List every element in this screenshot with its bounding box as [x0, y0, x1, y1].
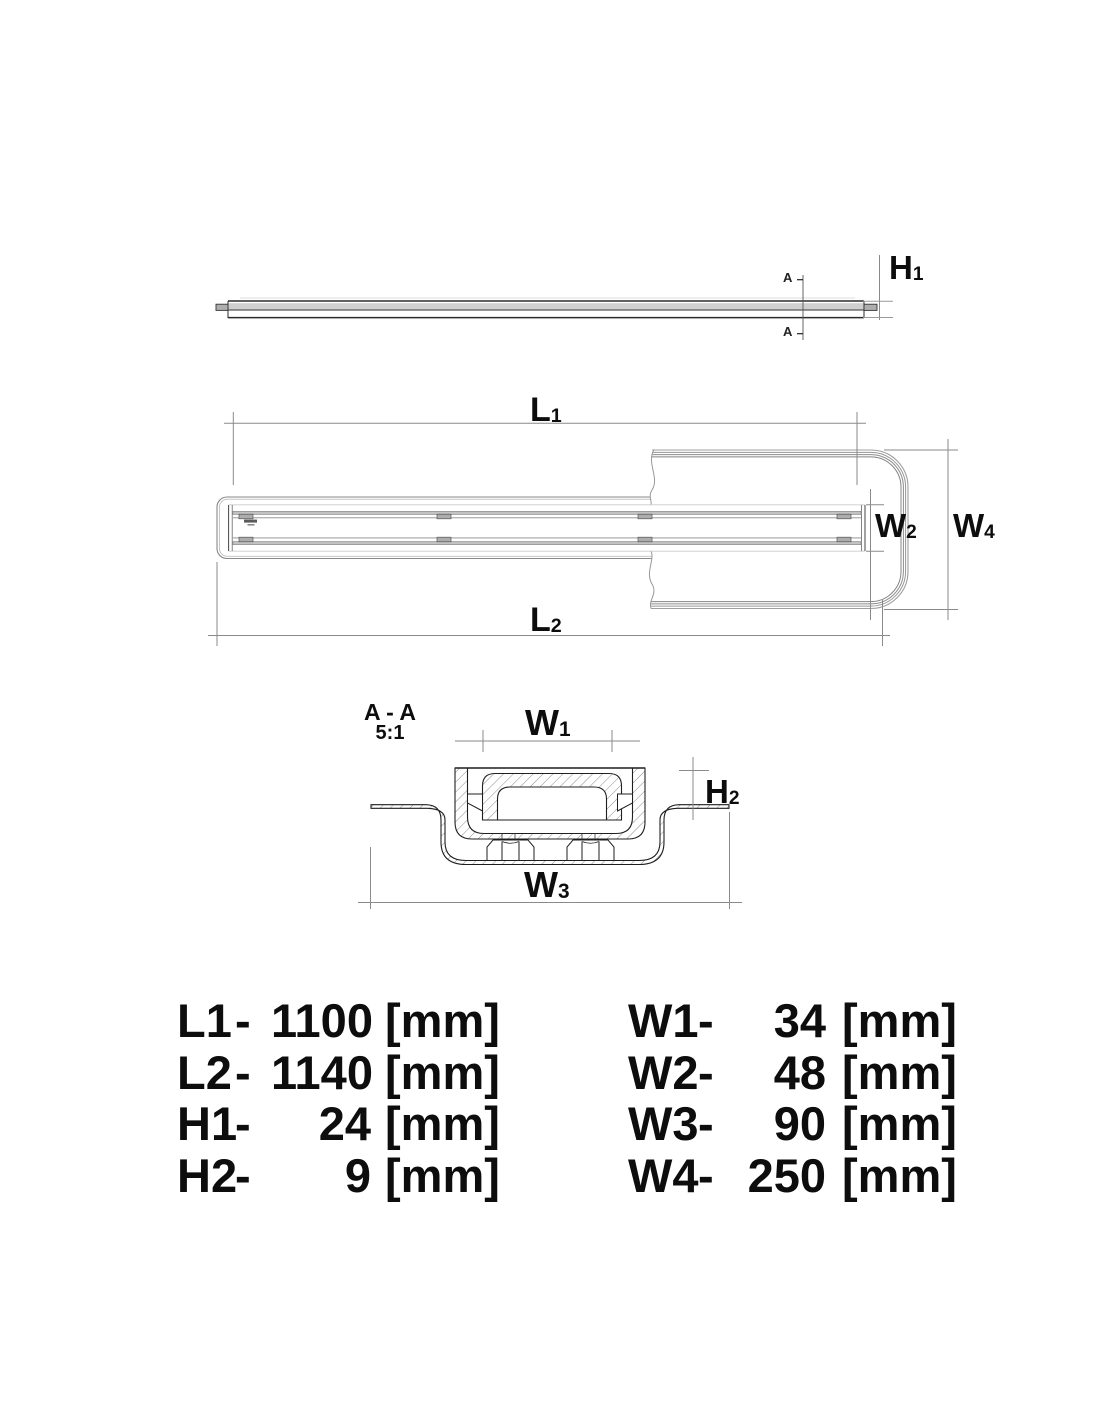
table-row: H1 - 24 [mm]: [177, 1097, 500, 1150]
table-row: W2 - 48 [mm]: [628, 1045, 957, 1099]
w1-label: W1: [525, 702, 571, 743]
l2-label: L2: [530, 601, 562, 639]
dimension-table-right: [628, 995, 957, 1201]
grate-rail-top: [233, 511, 861, 514]
fixing-wedge-right: [618, 794, 633, 811]
hex-nuts: [487, 840, 614, 861]
h2-label: H2: [705, 773, 740, 810]
w4-label: W4: [953, 507, 995, 544]
w2-label: W2: [875, 507, 917, 544]
section-tile-insert: [483, 774, 622, 821]
l1-label: L1: [530, 391, 562, 429]
plan-view-drawing: [208, 412, 958, 646]
section-marker-a-top: A: [783, 270, 793, 285]
w3-label: W3: [524, 864, 570, 905]
h1-label: H1: [889, 249, 924, 286]
table-row: L2 - 1140 [mm]: [177, 1045, 500, 1099]
table-row: W1 - 34 [mm]: [628, 994, 957, 1047]
section-title: A - A: [364, 699, 416, 725]
flange-end-tab-right: [864, 304, 877, 310]
flange-end-tab-left: [216, 304, 228, 310]
dimension-table-left: [177, 995, 500, 1201]
table-row: L1 - 1100 [mm]: [177, 994, 500, 1047]
grate-rail-bottom: [233, 542, 861, 545]
section-marker-a-bottom: A: [783, 324, 793, 339]
table-row: H2 - 9 [mm]: [177, 1148, 500, 1202]
waterproofing-mat: [649, 450, 908, 609]
table-row: W3 - 90 [mm]: [628, 1097, 957, 1150]
table-row: W4 - 250 [mm]: [628, 1148, 957, 1202]
grate-edge-band: [228, 303, 864, 309]
section-scale: 5:1: [375, 722, 405, 744]
fixing-wedge-left: [468, 794, 483, 811]
